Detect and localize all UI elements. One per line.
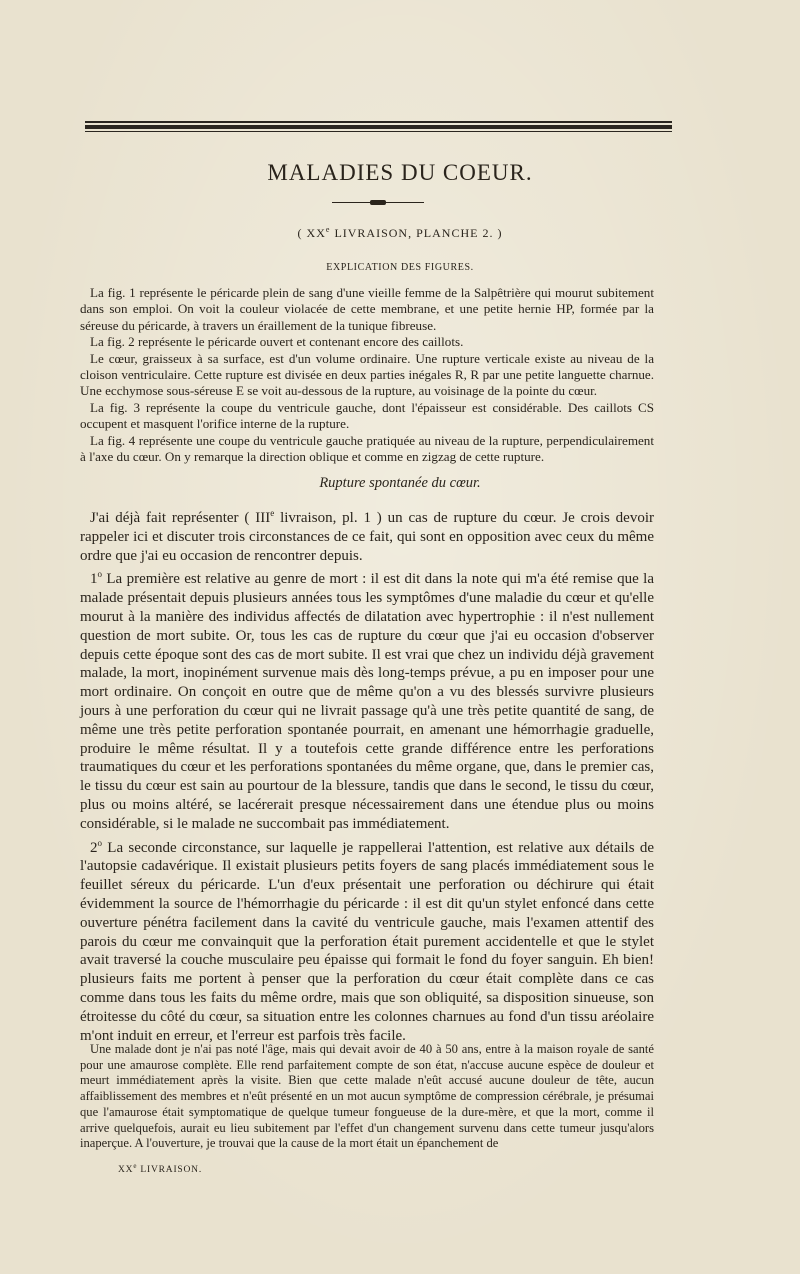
footnote-paragraph: Une malade dont je n'ai pas noté l'âge, mais qui devait avoir de 40 à 50 ans, entre à la maison royale de santé pour une amaurose complète. Elle rend parfaitement compte de son état, n'accuse aucune espèce de douleur et meurt immédiatement après la visite. Bien que cette malade n'eût accusé aucune douleur de tête, aucun affaiblissement des membres et n'eût présenté en un mot aucun symptôme de compression cérébrale, je présumai que l'amaurose était symptomatique de quelque tumeur fongueuse de la dure-mère, et que la mort, comme il arrive quelquefois, aurait eu lieu subitement par l'effet d'un changement survenu dans cette tumeur jusqu'alors inaperçue. A l'ouverture, je trouvai que la cause de la mort était un épanchement de <box>80 1042 654 1151</box>
page-title: MALADIES DU COEUR. <box>267 160 533 185</box>
fig-paragraph-5: La fig. 4 représente une coupe du ventricule gauche pratiquée au niveau de la rupture, perpendiculairement à l'axe du cœur. On y remarque la direction oblique et comme en zigzag de cette rupture. <box>80 432 654 465</box>
section-heading: EXPLICATION DES FIGURES. <box>326 262 474 273</box>
main-p2-sup: o <box>97 569 102 580</box>
fig-paragraph-1: La fig. 1 représente le péricarde plein de sang d'une vieille femme de la Salpêtrière qui mourut subitement dans son emploi. On voit la couleur violacée de cette membrane, et une petite hernie HP, formée par la séreuse du péricarde, à travers un éraillement de la tunique fibreuse. <box>80 285 654 333</box>
italic-heading: Rupture spontanée du cœur. <box>319 475 481 491</box>
top-rule-hairline <box>85 131 672 132</box>
livraison-subtitle <box>0 225 800 241</box>
main-p1-rest: livraison, pl. 1 ) un cas de rupture du cœur. Je crois devoir rappeler ici et discuter trois circonstances de ce fait, qui sont en opposition avec ceux du même ordre que j'ai eu occasion de rencontrer depuis. <box>80 510 654 564</box>
main-p1-sup: e <box>270 508 275 518</box>
fig-paragraph-2: La fig. 2 représente le péricarde ouvert et contenant encore des caillots. <box>90 334 464 350</box>
main-paragraph-3 <box>80 834 654 1046</box>
main-text <box>80 504 654 1045</box>
fig-paragraph-4: La fig. 3 représente la coupe du ventricule gauche, dont l'épaisseur est considérable. Des caillots CS occupent et masquent l'orifice interne de la rupture. <box>80 399 654 432</box>
main-paragraph-1 <box>80 504 654 565</box>
main-paragraph-2 <box>80 565 654 833</box>
main-p1-start: J'ai déjà fait représenter ( III <box>90 510 271 526</box>
signature-rest: LIVRAISON. <box>137 1165 202 1176</box>
main-p3-sup: o <box>97 837 102 848</box>
signature-sup: e <box>133 1162 138 1170</box>
signature-start: XX <box>118 1165 134 1176</box>
footnote-block <box>80 1042 654 1152</box>
livraison-signature <box>118 1162 202 1175</box>
top-rule-thin <box>85 121 672 123</box>
main-p2-rest: La première est relative au genre de mort : il est dit dans la note qui m'a été remise que la malade présentait depuis plusieurs années tous les symptômes d'une maladie du cœur et qu'elle mourut à la manière des individus affectés de dilatation avec hypertrophie : il n'est nullement question de mort subite. Or, tous les cas de rupture du cœur que j'ai eu occasion d'observer depuis cette époque sont des cas de mort subite. Il est vrai que chez un individu déjà gravement malade, la mort, inopinément survenue mais dès long-temps prévue, a pu en imposer pour une mort ordinaire. On conçoit en outre que de même qu'on a vu des blessés survivre plusieurs jours à une perforation du cœur qui ne livrait passage qu'à une très petite quantité de sang, de même une très petite perforation spontanée pourrait, en amenant une hémorrhagie graduelle, produire le même résultat. Il y a toutefois cette grande différence entre les perforations traumatiques du cœur et les perforations spontanées du même organe, que, dans le premier cas, le tissu du cœur est sain au pourtour de la blessure, tandis que dans le second, le tissu du cœur, plus ou moins altéré, se lacérerait presque nécessairement dans une étendue plus ou moins considérable, si le malade ne succombait pas immédiatement. <box>80 571 654 832</box>
fig-paragraph-3: Le cœur, graisseux à sa surface, est d'un volume ordinaire. Une rupture verticale existe au niveau de la cloison ventriculaire. Cette rupture est divisée en deux parties inégales R, R par une petite languette charnue. Une ecchymose sous-séreuse E se voit au-dessous de la rupture, au voisinage de la pointe du cœur. <box>80 350 654 399</box>
title-ornament <box>332 200 424 206</box>
subtitle-open: ( XX <box>297 226 326 240</box>
subtitle-rest: LIVRAISON, PLANCHE 2. ) <box>330 226 503 240</box>
figure-explanations <box>80 285 654 465</box>
main-p3-start: 2 <box>90 839 98 856</box>
main-p3-rest: La seconde circonstance, sur laquelle je rappellerai l'attention, est relative aux détails de l'autopsie cadavérique. Il existait plusieurs petits foyers de sang placés immédiatement sous le feuillet séreux du péricarde. L'un d'eux présentait une perforation ou déchirure qui était évidemment la source de l'hémorrhagie du péricarde : il est dit qu'un stylet enfoncé dans cette ouverture pénétra facilement dans la cavité du ventricule gauche, mais l'examen attentif des parois du cœur me convainquit que la perforation était purement accidentelle et que le stylet avait traversé la couche musculaire peu épaisse qui formait le fond du foyer sanguin. Eh bien! plusieurs faits me portent à penser que la perforation du cœur était complète dans ce cas comme dans tous les faits du même ordre, mais que son obliquité, sa disposition sinueuse, son étroitesse du côté du cœur, sa situation entre les colonnes charnues au fond d'un tissu aréolaire m'ont induit en erreur, et l'erreur est parfois très facile. <box>80 839 654 1044</box>
top-rule-thick <box>85 125 672 129</box>
main-p2-start: 1 <box>90 571 98 588</box>
subtitle-sup: e <box>325 225 331 234</box>
